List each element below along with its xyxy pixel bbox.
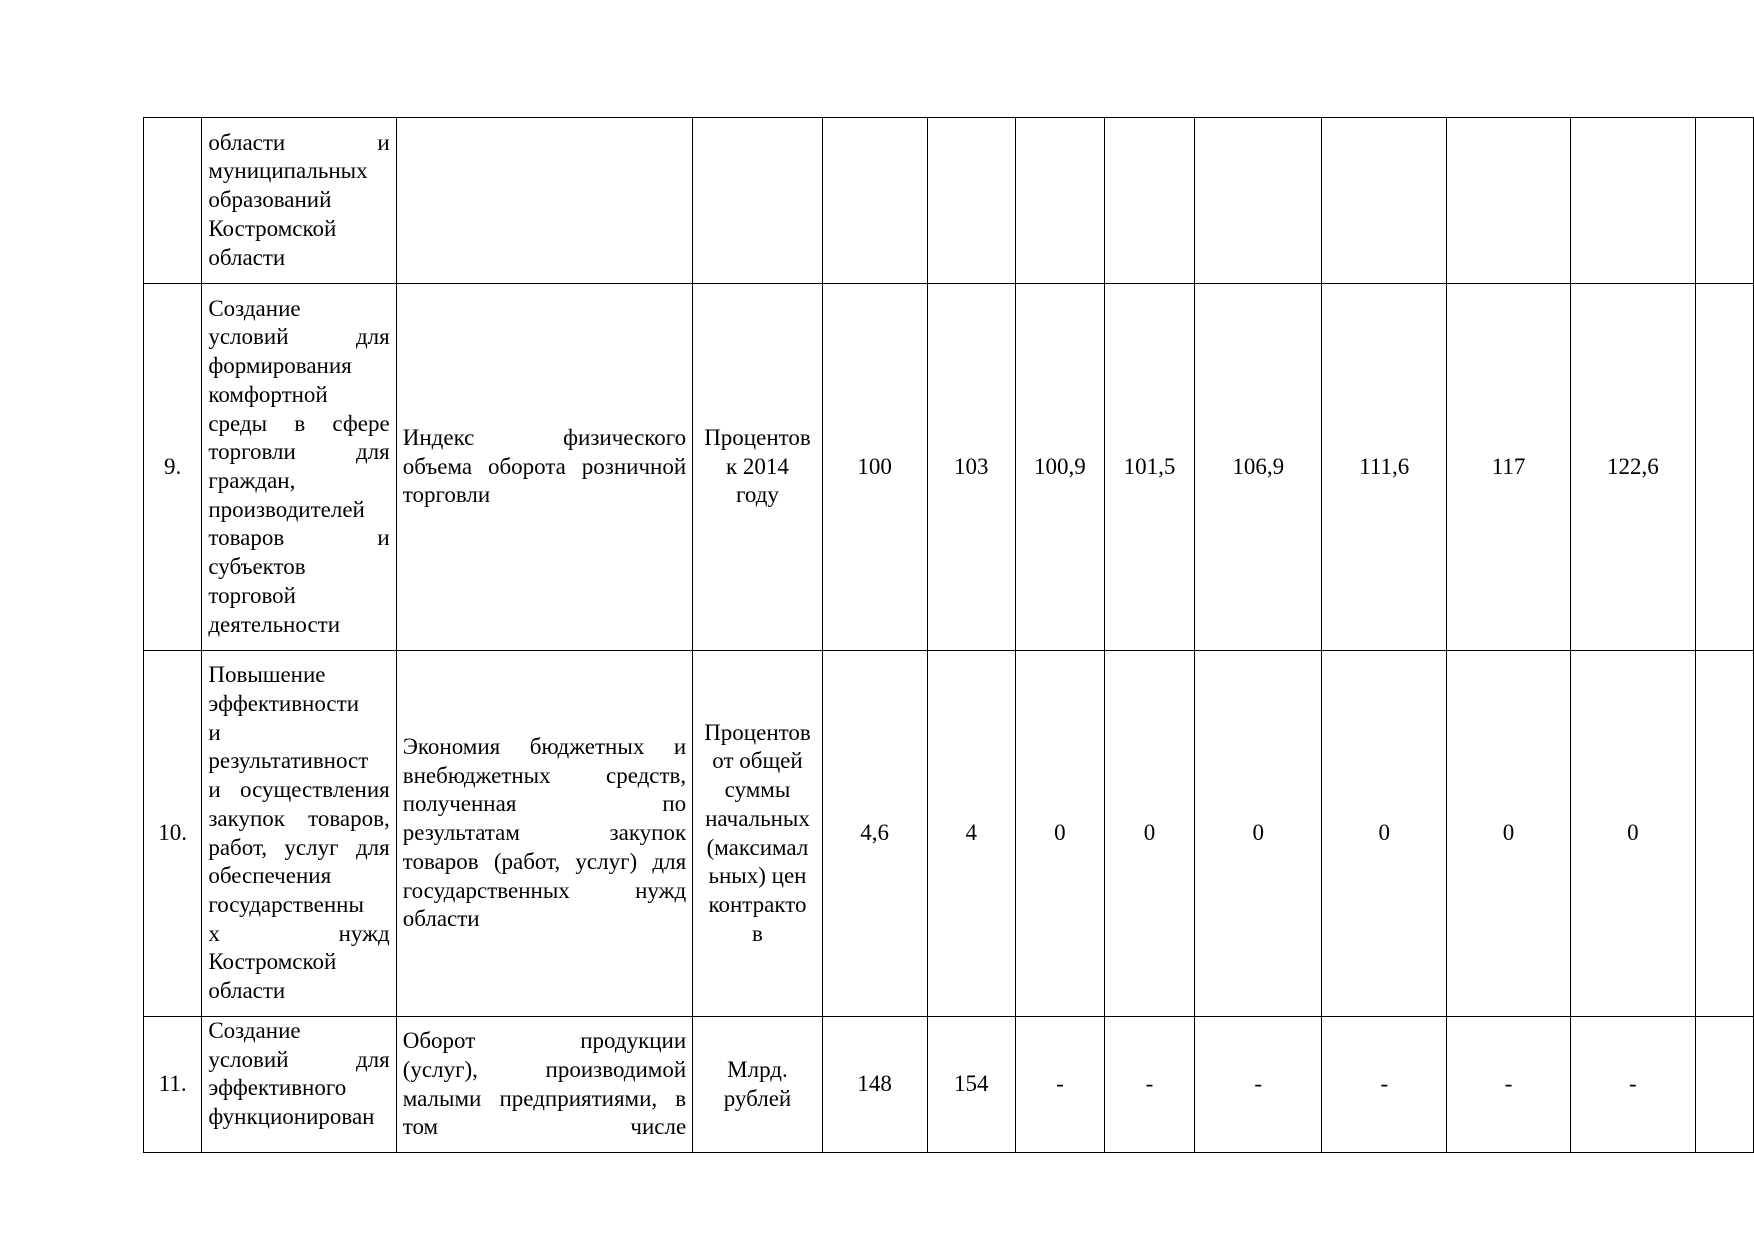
- value-cell: [1104, 118, 1194, 284]
- indicator-text-line: торговли: [402, 482, 491, 508]
- value-cell: 117: [1447, 284, 1571, 651]
- unit-cell: [693, 1017, 823, 1153]
- table-row: [144, 284, 1754, 651]
- cut-off-cell: [1695, 118, 1753, 284]
- table-row: [144, 1017, 1754, 1153]
- value-cell: 0: [1015, 651, 1104, 1017]
- cut-off-cell: [1695, 284, 1753, 651]
- goal-cell: [202, 1017, 396, 1153]
- indicator-text-line: том числе: [402, 1114, 687, 1140]
- value-cell: 122,6: [1571, 284, 1696, 651]
- unit-text-line: в: [752, 920, 763, 946]
- goal-cell: [202, 284, 396, 651]
- value-cell: 111,6: [1322, 284, 1447, 651]
- goal-cell: [202, 651, 396, 1017]
- goal-text-line: граждан,: [208, 468, 296, 493]
- unit-cell: [693, 284, 823, 651]
- goal-text-line: х нужд: [208, 920, 390, 946]
- value-cell: [1322, 118, 1447, 284]
- row-number: 10.: [144, 651, 202, 1017]
- value-cell: 0: [1194, 651, 1322, 1017]
- value-cell: -: [1447, 1017, 1571, 1153]
- unit-text-line: контракто: [708, 891, 807, 917]
- indicator-text-line: области: [402, 906, 480, 932]
- indicator-text-line: малыми предприятиями, в: [402, 1085, 687, 1111]
- unit-text-line: году: [736, 482, 779, 508]
- goal-text-line: условий для: [208, 324, 390, 350]
- goal-text-line: области: [208, 244, 286, 270]
- value-cell: [927, 118, 1015, 284]
- goal-text-line: области и: [208, 129, 390, 155]
- value-cell: -: [1015, 1017, 1104, 1153]
- unit-text-line: Процентов: [704, 424, 811, 450]
- unit-text-line: от общей: [712, 748, 803, 774]
- goal-text-line: эффективности: [208, 690, 360, 716]
- value-cell: [1194, 118, 1322, 284]
- cut-off-cell: [1695, 1017, 1753, 1153]
- cut-off-cell: [1695, 651, 1753, 1017]
- unit-text-line: к 2014: [726, 453, 789, 479]
- goal-text-line: Повышение: [208, 662, 326, 688]
- goal-text-line: деятельности: [208, 611, 341, 637]
- value-cell: 0: [1571, 651, 1696, 1017]
- goal-text-line: комфортной: [208, 381, 328, 407]
- unit-cell: [693, 651, 823, 1017]
- goal-text-line: субъектов: [208, 554, 306, 580]
- indicator-text-line: полученная по: [402, 791, 687, 817]
- value-cell: 100: [822, 284, 927, 651]
- goal-text-line: Создание: [208, 1018, 301, 1043]
- goal-text-line: и: [208, 719, 221, 745]
- value-cell: [1447, 118, 1571, 284]
- indicator-text-line: Экономия бюджетных и: [402, 734, 687, 760]
- indicator-text-line: (услуг), производимой: [402, 1056, 687, 1082]
- goal-text-line: обеспечения: [208, 863, 332, 889]
- goal-text-line: торговой: [208, 582, 296, 608]
- value-cell: [1571, 118, 1696, 284]
- unit-text-line: Млрд.: [727, 1056, 788, 1082]
- unit-text-line: начальных: [705, 805, 810, 831]
- unit-text-line: Процентов: [704, 719, 811, 745]
- goal-text-line: Костромской: [208, 215, 337, 241]
- table-row: [144, 118, 1754, 284]
- unit-text-line: суммы: [724, 777, 791, 803]
- goal-text-line: области: [208, 978, 286, 1004]
- indicator-cell: [396, 1017, 692, 1153]
- goal-text-line: Создание: [208, 295, 301, 321]
- value-cell: [1015, 118, 1104, 284]
- indicator-text-line: внебюджетных средств,: [402, 762, 687, 788]
- value-cell: 148: [822, 1017, 927, 1153]
- unit-cell: [693, 118, 823, 284]
- goal-text-line: формирования: [208, 353, 352, 379]
- indicator-cell: [396, 118, 692, 284]
- goal-text-line: эффективного: [208, 1075, 347, 1101]
- goal-text-line: среды в сфере: [208, 410, 390, 436]
- indicator-cell: [396, 284, 692, 651]
- value-cell: -: [1104, 1017, 1194, 1153]
- goal-text-line: условий для: [208, 1046, 390, 1072]
- indicator-text-line: товаров (работ, услуг) для: [402, 848, 687, 874]
- value-cell: 4: [927, 651, 1015, 1017]
- value-cell: 0: [1322, 651, 1447, 1017]
- goal-text-line: производителей: [208, 496, 365, 522]
- row-number: 11.: [144, 1017, 202, 1153]
- indicators-table: [143, 117, 1754, 1153]
- goal-text-line: Костромской: [208, 949, 337, 975]
- indicator-text-line: результатам закупок: [402, 820, 687, 846]
- value-cell: 100,9: [1015, 284, 1104, 651]
- value-cell: [822, 118, 927, 284]
- indicator-text-line: Индекс физического: [402, 424, 687, 450]
- unit-text-line: ьных) цен: [708, 863, 807, 889]
- row-number: [144, 118, 202, 284]
- goal-text-line: товаров и: [208, 525, 390, 551]
- goal-text-line: функционирован: [208, 1104, 375, 1130]
- unit-text-line: (максимал: [706, 834, 809, 860]
- indicator-text-line: Оборот продукции: [402, 1028, 687, 1054]
- value-cell: 106,9: [1194, 284, 1322, 651]
- unit-text-line: рублей: [723, 1085, 792, 1111]
- value-cell: -: [1194, 1017, 1322, 1153]
- goal-text-line: результативност: [208, 748, 369, 774]
- row-number: 9.: [144, 284, 202, 651]
- indicator-text-line: объема оборота розничной: [402, 453, 687, 479]
- table-row: [144, 651, 1754, 1017]
- goal-text-line: закупок товаров,: [208, 805, 390, 831]
- goal-cell: [202, 118, 396, 284]
- goal-text-line: образований: [208, 187, 332, 213]
- goal-text-line: торговли для: [208, 439, 390, 465]
- value-cell: -: [1322, 1017, 1447, 1153]
- goal-text-line: и осуществления: [208, 777, 390, 803]
- value-cell: 103: [927, 284, 1015, 651]
- indicator-text-line: государственных нужд: [402, 877, 687, 903]
- value-cell: 0: [1104, 651, 1194, 1017]
- value-cell: 0: [1447, 651, 1571, 1017]
- indicator-cell: [396, 651, 692, 1017]
- value-cell: -: [1571, 1017, 1696, 1153]
- goal-text-line: государственны: [208, 891, 364, 917]
- goal-text-line: муниципальных: [208, 158, 368, 184]
- goal-text-line: работ, услуг для: [208, 834, 390, 860]
- value-cell: 101,5: [1104, 284, 1194, 651]
- value-cell: 4,6: [822, 651, 927, 1017]
- value-cell: 154: [927, 1017, 1015, 1153]
